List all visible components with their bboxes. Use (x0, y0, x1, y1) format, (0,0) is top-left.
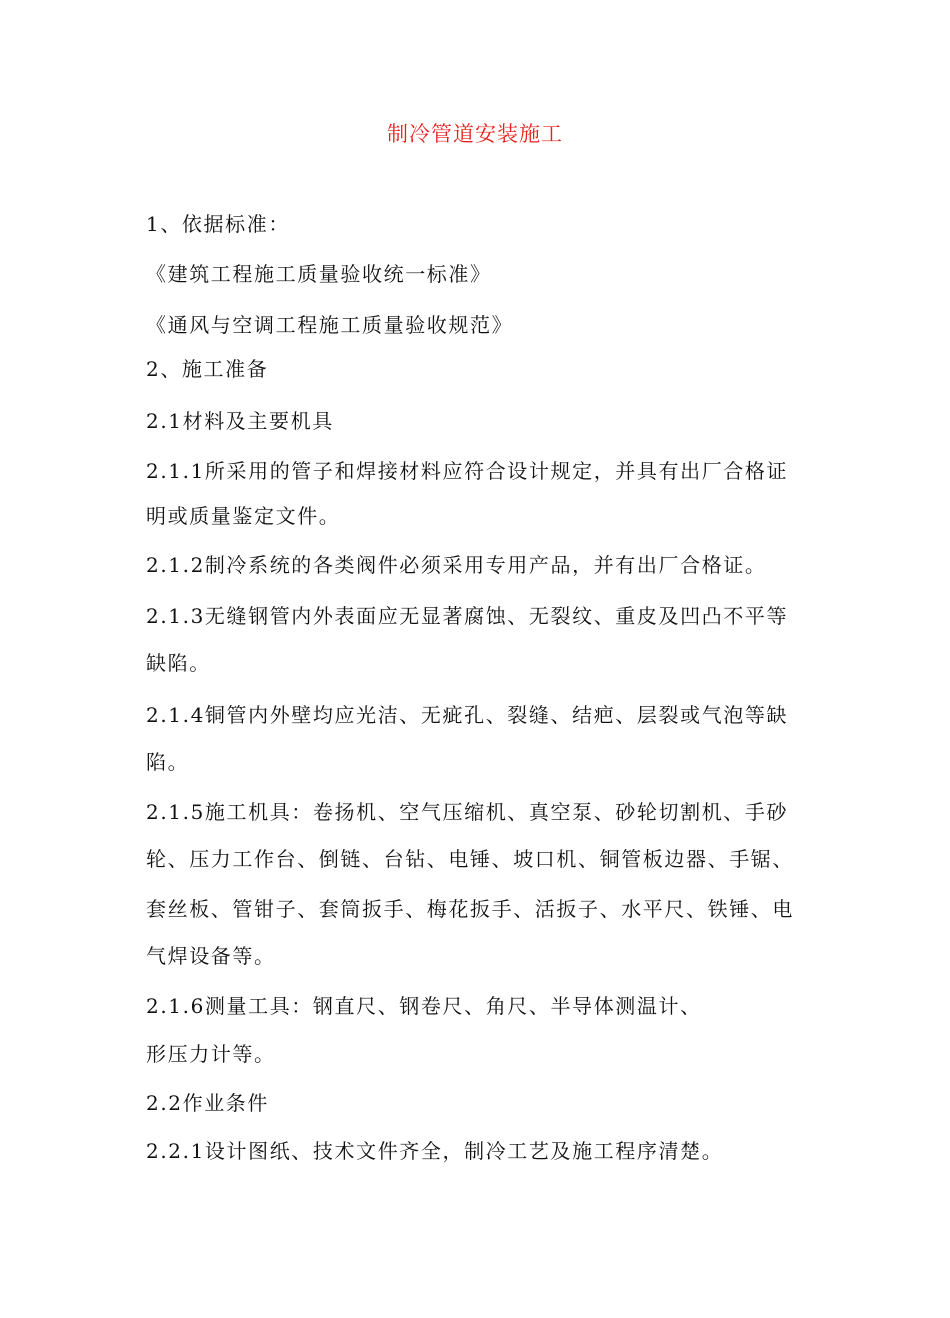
heading-preparation: 2、施工准备 (146, 357, 269, 381)
paragraph-line: 轮、压力工作台、倒链、台钻、电锤、坡口机、铜管板边器、手锯、 (146, 847, 794, 871)
heading-basis: 1、依据标准： (146, 212, 290, 236)
paragraph-line: 陷。 (146, 750, 190, 774)
paragraph-line: 套丝板、管钳子、套筒扳手、梅花扳手、活扳子、水平尺、铁锤、电 (146, 897, 794, 921)
paragraph-line: 2.2.1设计图纸、技术文件齐全，制冷工艺及施工程序清楚。 (146, 1139, 724, 1163)
subheading-conditions: 2.2作业条件 (146, 1091, 270, 1115)
paragraph-line: 2.1.6测量工具：钢直尺、钢卷尺、角尺、半导体测温计、 (146, 994, 702, 1018)
standard-item: 《通风与空调工程施工质量验收规范》 (146, 313, 514, 337)
paragraph-line: 2.1.5施工机具：卷扬机、空气压缩机、真空泵、砂轮切割机、手砂 (146, 800, 789, 824)
paragraph-line: 形压力计等。 (146, 1042, 276, 1066)
paragraph-line: 2.1.2制冷系统的各类阀件必须采用专用产品，并有出厂合格证。 (146, 553, 767, 577)
subheading-materials: 2.1材料及主要机具 (146, 409, 334, 433)
paragraph-line: 缺陷。 (146, 651, 211, 675)
paragraph-line: 2.1.1所采用的管子和焊接材料应符合设计规定，并具有出厂合格证 (146, 459, 789, 483)
standard-item: 《建筑工程施工质量验收统一标准》 (146, 262, 492, 286)
paragraph-line: 气焊设备等。 (146, 944, 276, 968)
paragraph-line: 2.1.3无缝钢管内外表面应无显著腐蚀、无裂纹、重皮及凹凸不平等 (146, 604, 789, 628)
document-title: 制冷管道安装施工 (387, 122, 563, 146)
paragraph-line: 明或质量鉴定文件。 (146, 504, 341, 528)
paragraph-line: 2.1.4铜管内外壁均应光洁、无疵孔、裂缝、结疤、层裂或气泡等缺 (146, 703, 789, 727)
